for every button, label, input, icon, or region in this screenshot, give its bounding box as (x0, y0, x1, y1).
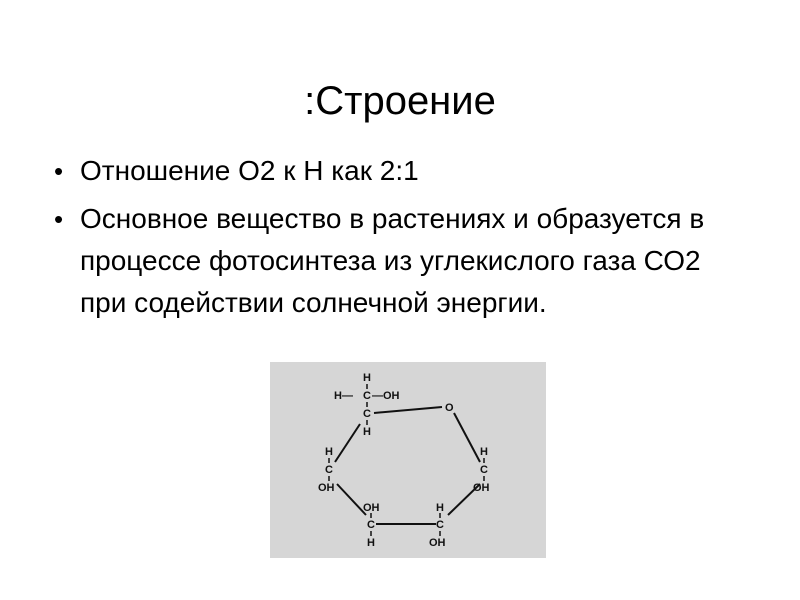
atom-oh-c3-top: OH (363, 502, 380, 514)
atom-h-c5: H (480, 446, 488, 458)
ring-bond-c2-c3 (337, 484, 366, 515)
ring-bond-c1-o (374, 407, 442, 413)
atom-c5: C (480, 464, 488, 476)
bullet-item (54, 198, 754, 324)
bullet-text: Основное вещество в растениях и образуется в процессе фотосинтеза из углекислого газа СО2 при содействии солнечной энергии. (80, 203, 705, 318)
atom-ring-o: O (445, 402, 454, 414)
atom-c1: C (363, 408, 371, 420)
atom-oh-top: —OH (372, 390, 400, 402)
bullet-item (54, 150, 754, 192)
atom-c4: C (436, 519, 444, 531)
atom-h-left-top: H— (334, 390, 353, 402)
slide-title: :Строение (304, 78, 496, 123)
bullet-icon: • (54, 204, 64, 234)
ring-bond-o-c5 (454, 413, 480, 462)
ring-bond-c1-c2 (335, 424, 360, 462)
atom-h-c1: H (363, 426, 371, 438)
glucose-ring-diagram (270, 362, 546, 558)
bullet-list (54, 150, 754, 330)
atom-h-c4: H (436, 502, 444, 514)
glucose-structure-figure (270, 362, 546, 558)
atom-c-top: C (363, 390, 371, 402)
atom-h-c3: H (367, 537, 375, 549)
atom-h-c2: H (325, 446, 333, 458)
atom-c3: C (367, 519, 375, 531)
atom-h-top: H (363, 372, 371, 384)
atom-oh-c3: OH (429, 537, 446, 549)
bullet-text: Отношение О2 к Н как 2:1 (80, 155, 419, 186)
atom-oh-c2: OH (318, 482, 335, 494)
bullet-icon: • (54, 156, 64, 186)
atom-oh-c5: OH (473, 482, 490, 494)
atom-c2: C (325, 464, 333, 476)
